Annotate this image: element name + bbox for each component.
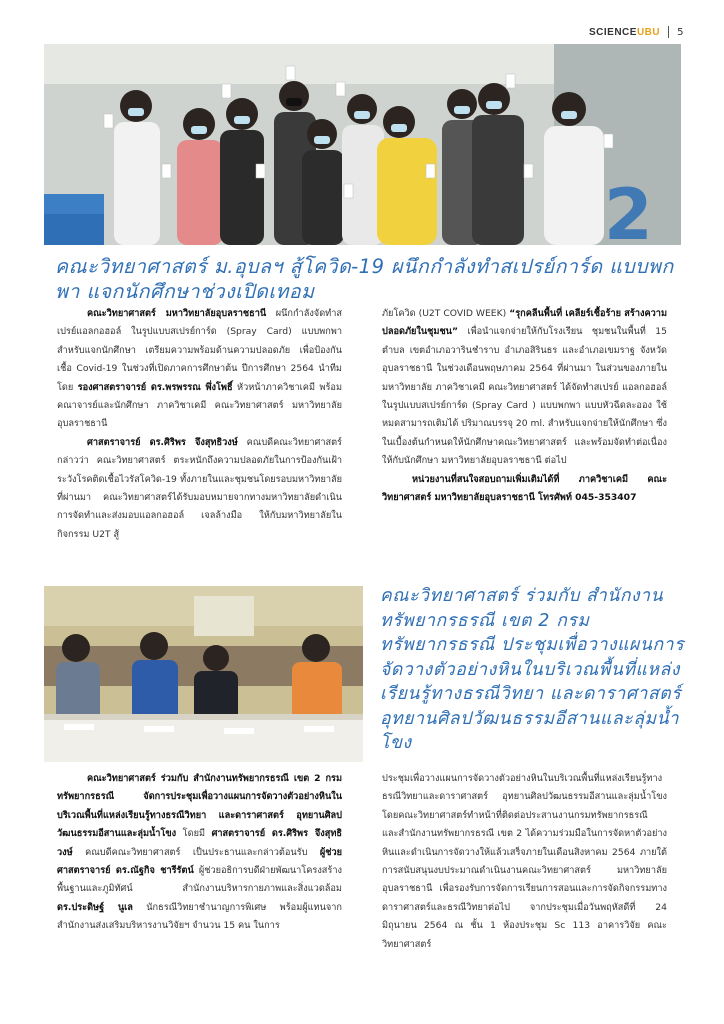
bold-text: ศาสตราจารย์ ดร.ศิริพร จึงสุทธิวงษ์ xyxy=(87,436,238,448)
svg-text:2: 2 xyxy=(604,174,653,245)
article1-headline: คณะวิทยาศาสตร์ ม.อุบลฯ สู้โควิด-19 ผนึกกำลังทำสเปรย์การ์ด แบบพกพา แจกนักศึกษาช่วงเปิดเทอม xyxy=(55,255,674,303)
bold-text: ผู้ช่วยศาสตราจารย์ ดร.ณัฐกิจ ชารีรัตน์ xyxy=(57,846,342,877)
page-number: 5 xyxy=(677,26,684,38)
body-text: เพื่อนำแจกจ่ายให้กับโรงเรียน ชุมชนในพื้นที่ 15 ตำบล เขตอำเภอวารินชำราบ อำเภอสิรินธร และอำเภอเขมราฐ จังหวัดอุบลราชธานี ในช่วงเดือนพฤษภาคม 2564 ที่ผ่านมา ในส่วนของภายในมหาวิทยาลัย ภาควิชาเคมี คณะวิทยาศาสตร์ ได้จัดทำสเปรย์ แอลกอฮอล์ ในรูปแบบสเปรย์การ์ด (Spray Card ) แบบพกพา แบบหัวฉีดละออง ใช้หมดสามารถเติมได้ ปริมาณบรรจุ 20 ml. สำหรับแจกจ่ายให้นักศึกษา ซึ่งในเบื้องต้นกำหนดให้นักศึกษาคณะวิทยาศาสตร์ และพร้อมจัดทำต่อเนื่องให้กับนักศึกษา มหาวิทยาลัยอุบลราชธานี ต่อไป xyxy=(382,326,667,467)
bold-text: “รุกคลีนพื้นที่ เคลียร์เชื้อร้าย สร้างความปลอดภัยในชุมชน” xyxy=(382,308,667,338)
bold-text: ศาสตราจารย์ ดร.ศิริพร จึงสุทธิวงษ์ xyxy=(57,828,342,858)
article2-column-left xyxy=(57,770,342,936)
contact-info xyxy=(382,471,667,508)
body-text: ผู้ช่วยอธิการบดีฝ่ายพัฒนาโครงสร้างพื้นฐานและภูมิทัศน์ สำนักงานบริหารกายภาพและสิ่งแวดล้อม xyxy=(57,865,342,895)
bold-text: รองศาสตราจารย์ ดร.พรพรรณ พึ่งโพธิ์ xyxy=(77,381,233,393)
page-header xyxy=(589,26,684,38)
article1-paragraph xyxy=(57,305,342,434)
students-group-photo xyxy=(44,44,681,245)
article2-column-right xyxy=(382,770,667,954)
brand-accent: UBU xyxy=(636,26,661,38)
body-text: นักธรณีวิทยาชำนาญการพิเศษ พร้อมผู้แทนจากสำนักงานส่งเสริมบริหารงานวิจัยฯ จำนวน 15 คน ในการ xyxy=(57,901,342,932)
body-text: โดยมี xyxy=(176,828,212,840)
body-text: ผนึกกำลังจัดทำสเปรย์แอลกอฮอล์ ในรูปแบบสเปรย์การ์ด (Spray Card) แบบพกพา สำหรับแจกนักศึกษา เตรียมความพร้อมด้านความปลอดภัย เพื่อป้องกันเชื้อ Covid-19 ในช่วงที่เปิดภาคการศึกษาต้น ปีการศึกษา 2564 นำทีมโดย xyxy=(57,308,342,393)
meeting-photo xyxy=(44,586,363,762)
body-text: ประชุมเพื่อวางแผนการจัดวางตัวอย่างหินในบริเวณพื้นที่แหล่งเรียนรู้ทางธรณีวิทยาและดาราศาสตร์ อุทยานศิลปวัฒนธรรมอีสานและลุ่มน้ำโขง โดยคณะวิทยาศาสตร์ทำหน้าที่ติดต่อประสานงานกรมทรัพยากรธรณี และสำนักงานทรัพยากรธรณี เขต 2 ได้ความร่วมมือในการจัดหาตัวอย่างหินและดำเนินการจัดวางให้แล้วเสร็จภายในเดือนสิงหาคม 2564 ภายใต้การสนับสนุนงบประมาณดำเนินงานคณะวิทยาศาสตร์ มหาวิทยาลัยอุบลราชธานี เพื่อรองรับการจัดการเรียนการสอนและการจัดกิจกรรมทางดาราศาสตร์และธรณีวิทยาต่อไป จากประชุมเมื่อวันพฤหัสดีที่ 24 มิถุนายน 2564 ณ ชั้น 1 ห้องประชุม Sc 113 อาคารวิจัย คณะวิทยาศาสตร์ xyxy=(382,773,667,950)
article1-column-right xyxy=(382,305,667,507)
magazine-brand xyxy=(589,27,660,38)
bold-text: คณะวิทยาศาสตร์ มหาวิทยาลัยอุบลราชธานี xyxy=(87,308,267,319)
bold-text: คณะวิทยาศาสตร์ ร่วมกับ สำนักงานทรัพยากรธรณี เขต 2 กรมทรัพยากรธรณี จัดการประชุมเพื่อวางแผนการจัดวางตัวอย่างหินในบริเวณพื้นที่แหล่งเรียนรู้ทางธรณีวิทยา และดาราศาสตร์ อุทยานศิลปวัฒนธรรมอีสานและลุ่มน้ำโขง xyxy=(57,773,342,840)
article1-paragraph xyxy=(57,434,342,544)
body-text: ภัยโควิด (U2T COVID WEEK) xyxy=(382,308,510,319)
bold-text: หน่วยงานที่สนใจสอบถามเพิ่มเติมได้ที่ ภาควิชาเคมี คณะวิทยาศาสตร์ มหาวิทยาลัยอุบลราชธานี โทรศัพท์ 045-353407 xyxy=(382,473,667,504)
article2-paragraph xyxy=(382,770,667,954)
brand-main: SCIENCE xyxy=(589,26,637,38)
article2-paragraph xyxy=(57,770,342,936)
body-text: คณบดีคณะวิทยาศาสตร์ เป็นประธานและกล่าวต้อนรับ xyxy=(72,846,320,858)
article1-paragraph xyxy=(382,305,667,471)
article2-headline: คณะวิทยาศาสตร์ ร่วมกับ สำนักงานทรัพยากรธรณี เขต 2 กรมทรัพยากรธรณี ประชุมเพื่อวางแผนการจัดวางตัวอย่างหินในบริเวณพื้นที่แหล่งเรียนรู้ทางธรณีวิทยา และดาราศาสตร์ อุทยานศิลปวัฒนธรรมอีสานและลุ่มน้ำโขง xyxy=(380,586,685,753)
body-text: หัวหน้าภาควิชาเคมี พร้อมคณาจารย์และนักศึกษา ภาควิชาเคมี คณะวิทยาศาสตร์ มหาวิทยาลัยอุบลราชธานี xyxy=(57,381,342,430)
header-divider xyxy=(668,26,669,38)
body-text: คณบดีคณะวิทยาศาสตร์ กล่าวว่า คณะวิทยาศาสตร์ ตระหนักถึงความปลอดภัยในการป้องกันเฝ้าระวังโรคติดเชื้อไวรัสโควิด-19 ทั้งภายในและชุมชนโดยรอบมหาวิทยาลัย ที่ผ่านมา คณะวิทยาศาสตร์ได้รับมอบหมายจากทางมหาวิทยาลัยดำเนินการจัดทำและส่งมอบแอลกอฮอล์ เจลล้างมือ ให้กับมหาวิทยาลัยในกิจกรรม U2T สู้ xyxy=(57,436,342,540)
article1-column-left xyxy=(57,305,342,544)
bold-text: ดร.ประดิษฐ์ นูเล xyxy=(57,901,133,913)
